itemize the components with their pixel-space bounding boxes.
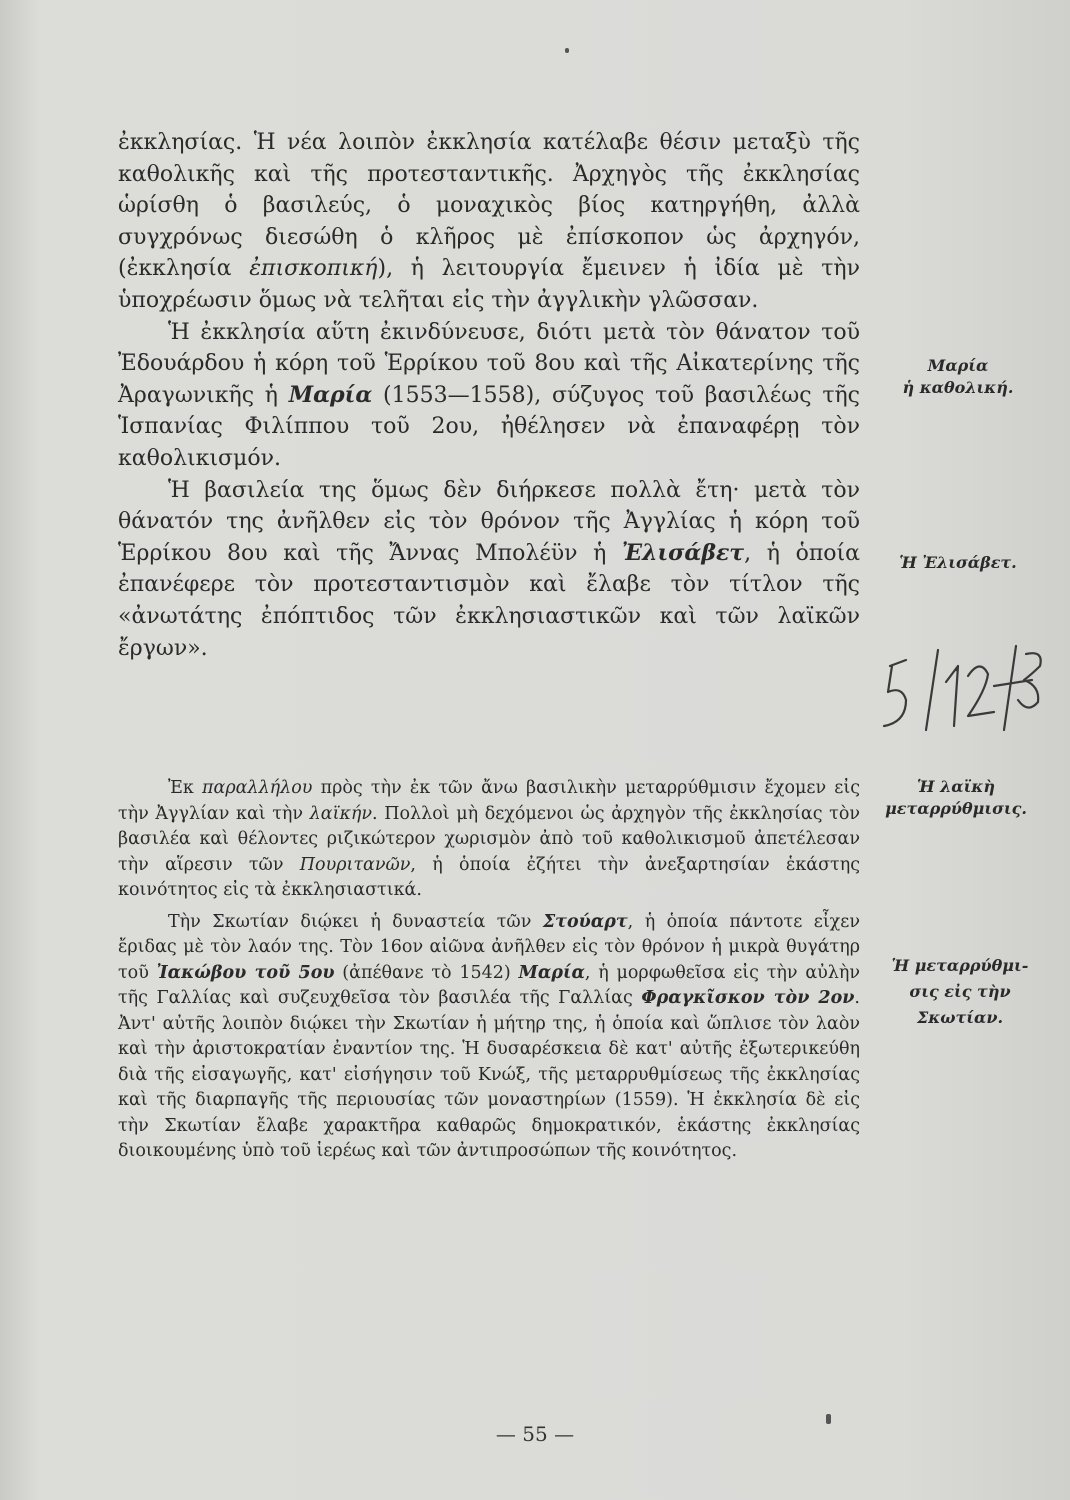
print-speck: [565, 48, 569, 53]
paragraph-elizabeth: Ἡ βασιλεία της ὅμως δὲν διήρκεσε πολλὰ ἔτη· μετὰ τὸν θάνατόν της ἀνῆλθεν εἰς τὸν θρόνον τῆς Ἀγγλίας ἡ κόρη τοῦ Ἑρρίκου 8ου καὶ τῆς Ἄννας Μπολέϋν ἡ Ἐλισάβετ, ἡ ὁποία ἐπανέφερε τὸν προτεσταντισμὸν καὶ ἔλαβε τὸν τίτλον τῆς «ἀνωτάτης ἐπόπτιδος τῶν ἐκκλησιαστικῶν καὶ τῶν λαϊκῶν ἔργων».: [118, 477, 861, 661]
margin-note-elizabeth: Ἡ Ἐλισάβετ.: [899, 553, 1017, 572]
page-number: — 55 —: [495, 1422, 575, 1446]
paragraph-church-of-england: ἐκκλησίας. Ἡ νέα λοιπὸν ἐκκλησία κατέλαβε θέσιν μεταξὺ τῆς καθολικῆς καὶ τῆς προτεσταντικῆς. Ἀρχηγὸς τῆς ἐκκλησίας ὡρίσθη ὁ βασιλεύς, ὁ μοναχικὸς βίος κατηργήθη, ἀλλὰ συγχρόνως διεσώθη ὁ κλῆρος μὲ ἐπίσκοπον ὡς ἀρχηγόν, (ἐκκλησία ἐπισκοπική), ἡ λειτουργία ἔμεινεν ἡ ἰδία μὲ τὴν ὑποχρέωσιν ὅμως νὰ τελῆται εἰς τὴν ἀγγλικὴν γλῶσσαν.: [118, 130, 860, 313]
paragraph-mary: Ἡ ἐκκλησία αὕτη ἐκινδύνευσε, διότι μετὰ τὸν θάνατον τοῦ Ἐδουάρδου ἡ κόρη τοῦ Ἑρρίκου τοῦ 8ου καὶ τῆς Αἰκατερίνης τῆς Ἀραγωνικῆς ἡ Μαρία (1553—1558), σύζυγος τοῦ βασιλέως τῆς Ἱσπανίας Φιλίππου τοῦ 2ου, ἠθέλησεν νὰ ἐπαναφέρῃ τὸν καθολικισμόν.: [118, 319, 860, 471]
small-print-text: [118, 776, 860, 1165]
main-text: [118, 127, 860, 664]
margin-note-lay-reformation: Ἡ λαϊκὴ μεταρρύθμισις.: [885, 777, 1027, 818]
paragraph-scotland: Τὴν Σκωτίαν διῴκει ἡ δυναστεία τῶν Στούαρτ, ἡ ὁποία πάντοτε εἶχεν ἔριδας μὲ τὸν λαόν της. Τὸν 16ον αἰῶνα ἀνῆλθεν εἰς τὸν θρόνον ἡ μικρὰ θυγάτηρ τοῦ Ἰακώβου τοῦ 5ου (ἀπέθανε τὸ 1542) Μαρία, ἡ μορφωθεῖσα εἰς τὴν αὐλὴν τῆς Γαλλίας καὶ συζευχθεῖσα τὸν βασιλέα τῆς Γαλλίας Φραγκῖσκον τὸν 2ον. Ἀντ' αὐτῆς λοιπὸν διῴκει τὴν Σκωτίαν ἡ μήτηρ της, ἡ ὁποία καὶ ὥπλισε τὸν λαὸν καὶ τὴν ἀριστοκρατίαν ἐναντίον της. Ἡ δυσαρέσκεια δὲ κατ' αὐτῆς ἐξωτερικεύθη διὰ τῆς εἰσαγωγῆς, κατ' εἰσήγησιν τοῦ Κνώξ, τῆς μεταρρυθμίσεως τῆς ἐκκλησίας καὶ τῆς διαρπαγῆς τῆς περιουσίας τῶν μοναστηρίων (1559). Ἡ ἐκκλησία δὲ εἰς τὴν Σκωτίαν ἔλαβε χαρακτῆρα καθαρῶς δημοκρατικόν, ἑκάστης ἐκκλησίας διοικουμένης ὑπὸ τοῦ ἱερέως καὶ τῶν ἀντιπροσώπων τῆς κοινότητος.: [118, 911, 861, 1161]
margin-note-mary: Μαρία ἡ καθολική.: [902, 356, 1014, 397]
margin-note-scotland: Ἡ μεταρρύθμι- σις εἰς τὴν Σκωτίαν.: [891, 956, 1029, 1027]
paragraph-lay-reformation: Ἐκ παραλλήλου πρὸς τὴν ἐκ τῶν ἄνω βασιλικὴν μεταρρύθμισιν ἔχομεν εἰς τὴν Ἀγγλίαν καὶ τὴν λαϊκήν. Πολλοὶ μὴ δεχόμενοι ὡς ἀρχηγὸν τῆς ἐκκλησίας τὸν βασιλέα καὶ θέλοντες ριζικώτερον χωρισμὸν ἀπὸ τοῦ καθολικισμοῦ ἀπετέλεσαν τὴν αἵρεσιν τῶν Πουριτανῶν, ἡ ὁποία ἐζήτει τὴν ἀνεξαρτησίαν ἑκάστης κοινότητος εἰς τὰ ἐκκλησιαστικά.: [118, 778, 860, 900]
handwritten-annotation: [876, 630, 1046, 740]
